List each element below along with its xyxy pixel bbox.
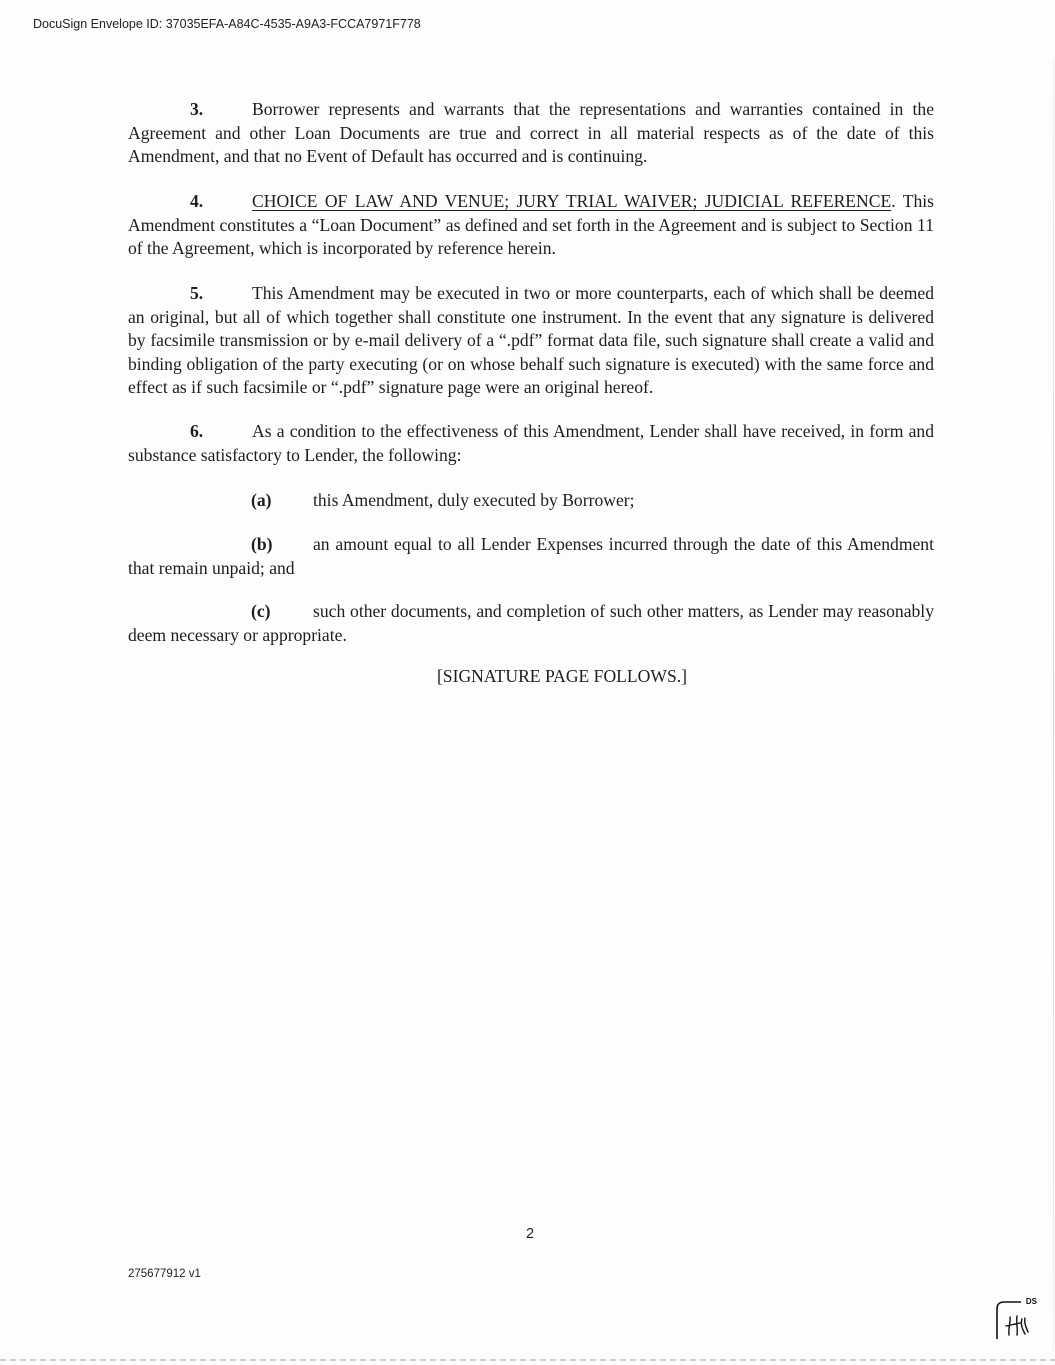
envelope-id: DocuSign Envelope ID: 37035EFA-A84C-4535-A9A3-FCCA7971F778: [33, 17, 421, 31]
paragraph-4: [128, 190, 934, 261]
document-id: 275677912 v1: [128, 1268, 201, 1280]
paragraph-5: [128, 282, 934, 400]
scan-bottom-edge: [0, 1359, 1055, 1361]
sub-item-a: [128, 489, 934, 513]
scan-edge: [1053, 60, 1054, 1350]
sub-item-text: an amount equal to all Lender Expenses incurred through the date of this Amendment that remain unpaid; and: [128, 534, 934, 578]
paragraph-6: [128, 420, 934, 467]
paragraph-text: As a condition to the effectiveness of this Amendment, Lender shall have received, in form and substance satisfactory to Lender, the following:: [128, 421, 934, 465]
sub-item-label: (b): [251, 534, 273, 554]
sub-item-text: this Amendment, duly executed by Borrower;: [313, 490, 635, 510]
paragraph-text: This Amendment may be executed in two or more counterparts, each of which shall be deemed an original, but all of which together shall constitute one instrument. In the event that any signature is delivered by facsimile transmission or by e-mail delivery of a “.pdf” format data file, such signature shall create a valid and binding obligation of the party executing (or on whose behalf such signature is executed) with the same force and effect as if such facsimile or “.pdf” signature page were an original hereof.: [128, 283, 934, 397]
paragraph-number: 3.: [190, 99, 204, 119]
sub-item-label: (c): [251, 601, 271, 621]
paragraph-3: [128, 98, 934, 169]
paragraph-text: This Amendment constitutes a “Loan Document” as defined and set forth in the Agreement and is subject to Section 11 of the Agreement, which is incorporated by reference herein.: [128, 191, 934, 258]
paragraph-number: 5.: [190, 283, 204, 303]
ds-tag: DS: [1025, 1297, 1037, 1306]
heading-period: .: [891, 191, 896, 211]
paragraph-number: 4.: [190, 191, 204, 211]
paragraph-number: 6.: [190, 421, 204, 441]
docusign-initials-stamp: [995, 1299, 1039, 1341]
signature-page-follows: [SIGNATURE PAGE FOLLOWS.]: [436, 666, 688, 686]
page-number: 2: [525, 1226, 535, 1242]
sub-item-c: [128, 600, 934, 647]
section-heading: CHOICE OF LAW AND VENUE; JURY TRIAL WAIVER; JUDICIAL REFERENCE: [252, 191, 892, 211]
sub-item-text: such other documents, and completion of such other matters, as Lender may reasonably deem necessary or appropriate.: [128, 601, 934, 645]
sub-item-b: [128, 533, 934, 580]
paragraph-text: Borrower represents and warrants that the representations and warranties contained in the Agreement and other Loan Documents are true and correct in all material respects as of the date of this Amendment, and that no Event of Default has occurred and is continuing.: [128, 99, 934, 166]
sub-item-label: (a): [251, 490, 272, 510]
